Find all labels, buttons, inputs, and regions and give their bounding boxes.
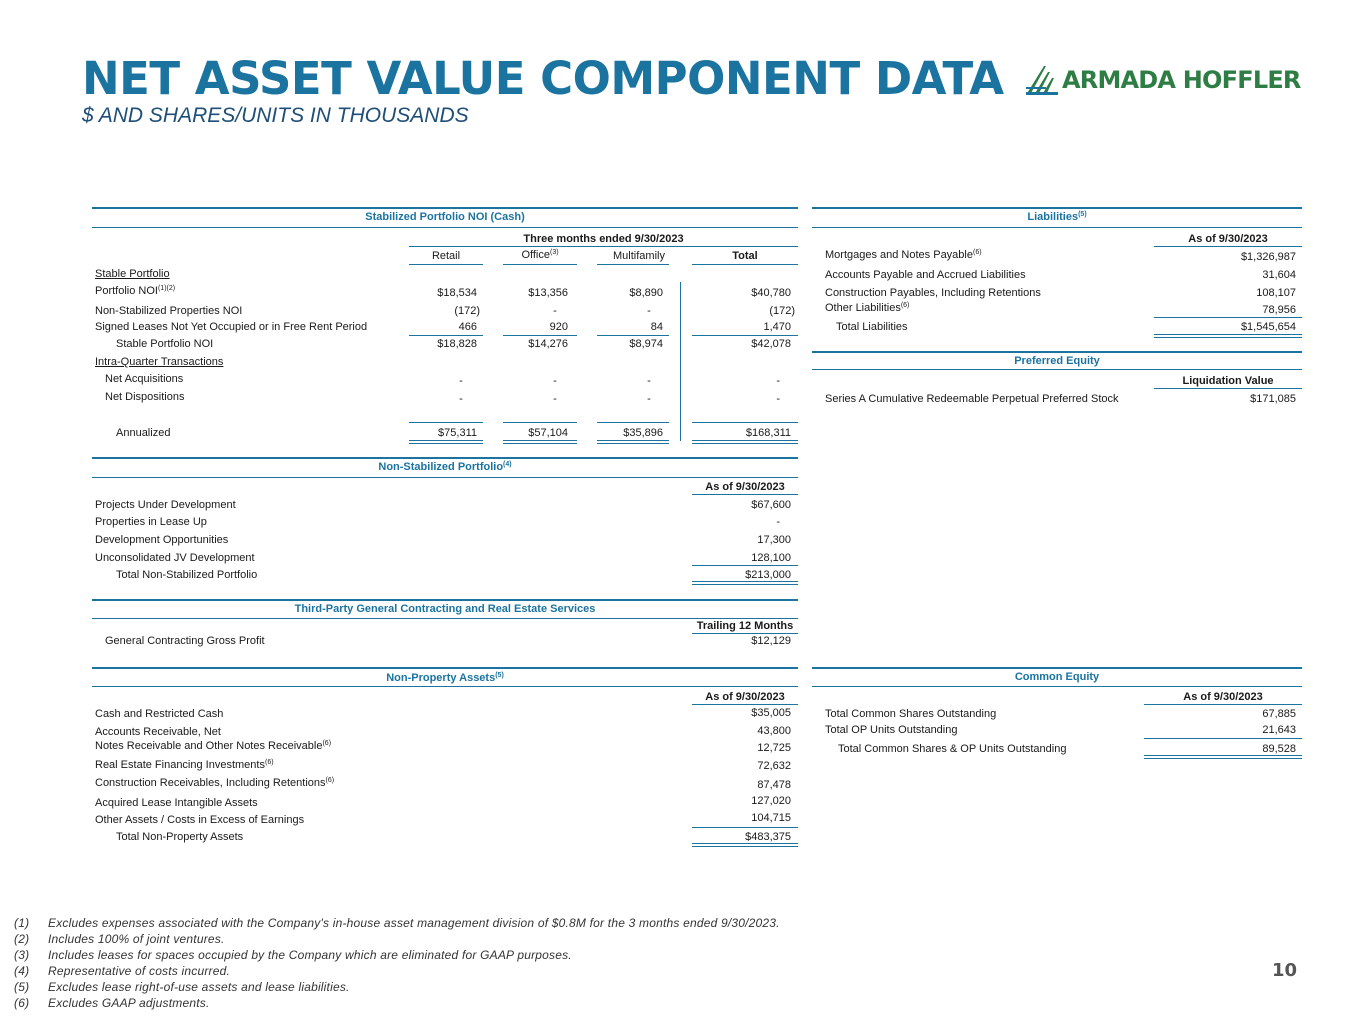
- cell-office: $57,104: [528, 427, 568, 439]
- row-label: Other Assets / Costs in Excess of Earnings: [95, 814, 305, 826]
- row-label: Portfolio $NOI^{(1)(2)}$: [95, 285, 176, 297]
- third-party-col-header: Trailing 12 Months: [696, 620, 794, 632]
- row-label: Non-Stabilized Properties NOI: [95, 305, 243, 317]
- cell-retail: (172): [454, 305, 480, 317]
- liabilities-title: Liabilities$^{(5)}$: [1027, 211, 1087, 223]
- row-value: 128,100: [751, 552, 791, 564]
- cell-total: -: [776, 375, 780, 387]
- footnote: (1) Excludes expenses associated with the Company's in-house asset management division of $0.8M for the 3 months ended 9/30/2023.: [14, 916, 780, 930]
- non-property-title: Non-Property Assets$^{(5)}$: [386, 672, 504, 684]
- row-value: 67,885: [1262, 708, 1296, 720]
- row-value: $67,600: [751, 499, 791, 511]
- row-label: Total Common Shares & OP Units Outstanding: [838, 743, 1067, 755]
- third-party-title: Third-Party General Contracting and Real Estate Services: [294, 603, 596, 615]
- cell-office: $13,356: [528, 287, 568, 299]
- cell-retail: -: [459, 375, 463, 387]
- cell-office: -: [553, 393, 557, 405]
- row-value: 108,107: [1256, 287, 1296, 299]
- cell-multifamily: $8,890: [629, 287, 663, 299]
- cell-office: -: [553, 375, 557, 387]
- row-label: Total Liabilities: [836, 321, 908, 333]
- row-label: Construction Payables, Including Retentions: [825, 287, 1041, 299]
- row-label: Total OP Units Outstanding: [825, 724, 958, 736]
- annualized-label: Annualized: [116, 427, 171, 439]
- row-label: Cash and Restricted Cash: [95, 708, 224, 720]
- cell-retail: $75,311: [438, 427, 477, 439]
- row-value: 104,715: [751, 812, 791, 824]
- row-value: 43,800: [757, 725, 791, 737]
- row-label: General Contracting Gross Profit: [105, 635, 265, 647]
- col-office: Office$^{(3)}$: [521, 249, 559, 261]
- page-title: NET ASSET VALUE COMPONENT DATA: [82, 52, 1004, 105]
- row-label: Development Opportunities: [95, 534, 229, 546]
- row-label: Unconsolidated JV Development: [95, 552, 255, 564]
- row-value: $1,326,987: [1240, 251, 1296, 263]
- row-value: 72,632: [757, 760, 791, 772]
- cell-office: $14,276: [528, 338, 568, 350]
- intra-quarter-heading: Intra-Quarter Transactions: [95, 356, 224, 368]
- row-value: $171,085: [1250, 393, 1296, 405]
- row-label: Accounts Receivable, Net: [95, 726, 221, 738]
- row-label: Real Estate Financing Investments$^{(6)}$: [95, 759, 274, 771]
- common-title: Common Equity: [1014, 671, 1100, 683]
- row-label: Series A Cumulative Redeemable Perpetual Preferred Stock: [825, 393, 1119, 405]
- row-value: 21,643: [1262, 724, 1296, 736]
- cell-total: $168,311: [745, 427, 791, 439]
- row-label: Total Non-Property Assets: [116, 831, 244, 843]
- row-value: 89,528: [1262, 743, 1296, 755]
- col-multifamily: Multifamily: [613, 250, 665, 262]
- cell-multifamily: $35,896: [623, 427, 663, 439]
- row-label: Other Liabilities$^{(6)}$: [825, 302, 910, 314]
- row-label: Net Acquisitions: [105, 373, 184, 385]
- preferred-title: Preferred Equity: [1014, 355, 1100, 367]
- stabilized-title: Stabilized Portfolio NOI (Cash): [365, 211, 525, 223]
- cell-total: 1,470: [763, 321, 791, 333]
- armada-hoffler-logo-icon: [1024, 62, 1060, 98]
- row-value: 12,725: [757, 742, 791, 754]
- row-label: Properties in Lease Up: [95, 516, 207, 528]
- col-retail: Retail: [431, 250, 461, 262]
- row-label: Total Common Shares Outstanding: [825, 708, 997, 720]
- row-label: Notes Receivable and Other Notes Receivable$^{(6)}$: [95, 740, 332, 752]
- row-value: $213,000: [745, 569, 791, 581]
- col-total: Total: [732, 250, 758, 262]
- cell-retail: -: [459, 393, 463, 405]
- common-col-header: As of 9/30/2023: [1183, 691, 1263, 703]
- row-value: 87,478: [757, 779, 791, 791]
- stabilized-period: Three months ended 9/30/2023: [523, 233, 684, 245]
- row-value: 78,956: [1262, 304, 1296, 316]
- cell-total: (172): [769, 305, 795, 317]
- footnote: (5) Excludes lease right-of-use assets and lease liabilities.: [14, 980, 350, 994]
- stable-portfolio-heading: Stable Portfolio: [95, 268, 170, 280]
- cell-total: $42,078: [751, 338, 791, 350]
- row-label: Mortgages and Notes Payable$^{(6)}$: [825, 249, 982, 261]
- row-label: Acquired Lease Intangible Assets: [95, 797, 258, 809]
- footnote: (3) Includes leases for spaces occupied by the Company which are eliminated for GAAP purposes.: [14, 948, 572, 962]
- cell-office: 920: [549, 321, 568, 333]
- row-label: Construction Receivables, Including Retentions$^{(6)}$: [95, 777, 335, 789]
- liabilities-col-header: As of 9/30/2023: [1188, 233, 1268, 245]
- company-logo: [1024, 62, 1301, 98]
- row-value: $35,005: [751, 707, 791, 719]
- row-label: Accounts Payable and Accrued Liabilities: [825, 269, 1026, 281]
- cell-multifamily: $8,974: [629, 338, 663, 350]
- cell-multifamily: -: [647, 375, 651, 387]
- non-stabilized-col-header: As of 9/30/2023: [705, 481, 785, 493]
- cell-multifamily: -: [647, 305, 651, 317]
- row-value: $12,129: [751, 635, 791, 647]
- page-number: 10: [1272, 960, 1298, 981]
- cell-total: $40,780: [751, 287, 791, 299]
- page-subtitle: $ AND SHARES/UNITS IN THOUSANDS: [82, 104, 469, 127]
- cell-multifamily: 84: [650, 321, 663, 333]
- preferred-col-header: Liquidation Value: [1182, 375, 1274, 387]
- cell-retail: 466: [458, 321, 477, 333]
- row-value: 31,604: [1262, 269, 1296, 281]
- row-value: $1,545,654: [1240, 321, 1296, 333]
- row-label: Net Dispositions: [105, 391, 185, 403]
- logo-text: ARMADA HOFFLER: [1062, 66, 1301, 94]
- cell-office: -: [553, 305, 557, 317]
- non-property-col-header: As of 9/30/2023: [705, 691, 785, 703]
- row-value: 127,020: [751, 795, 791, 807]
- cell-retail: $18,534: [437, 287, 477, 299]
- row-value: $483,375: [745, 831, 791, 843]
- cell-retail: $18,828: [437, 338, 477, 350]
- row-label: Stable Portfolio NOI: [116, 338, 214, 350]
- footnote: (2) Includes 100% of joint ventures.: [14, 932, 225, 946]
- row-label: Total Non-Stabilized Portfolio: [116, 569, 258, 581]
- row-value: 17,300: [757, 534, 791, 546]
- row-label: Projects Under Development: [95, 499, 236, 511]
- non-stabilized-title: Non-Stabilized Portfolio$^{(4)}$: [378, 461, 512, 473]
- row-label: Signed Leases Not Yet Occupied or in Free Rent Period: [95, 321, 368, 333]
- row-value: -: [776, 516, 780, 528]
- footnote: (4) Representative of costs incurred.: [14, 964, 231, 978]
- cell-total: -: [776, 393, 780, 405]
- cell-multifamily: -: [647, 393, 651, 405]
- footnote: (6) Excludes GAAP adjustments.: [14, 996, 210, 1010]
